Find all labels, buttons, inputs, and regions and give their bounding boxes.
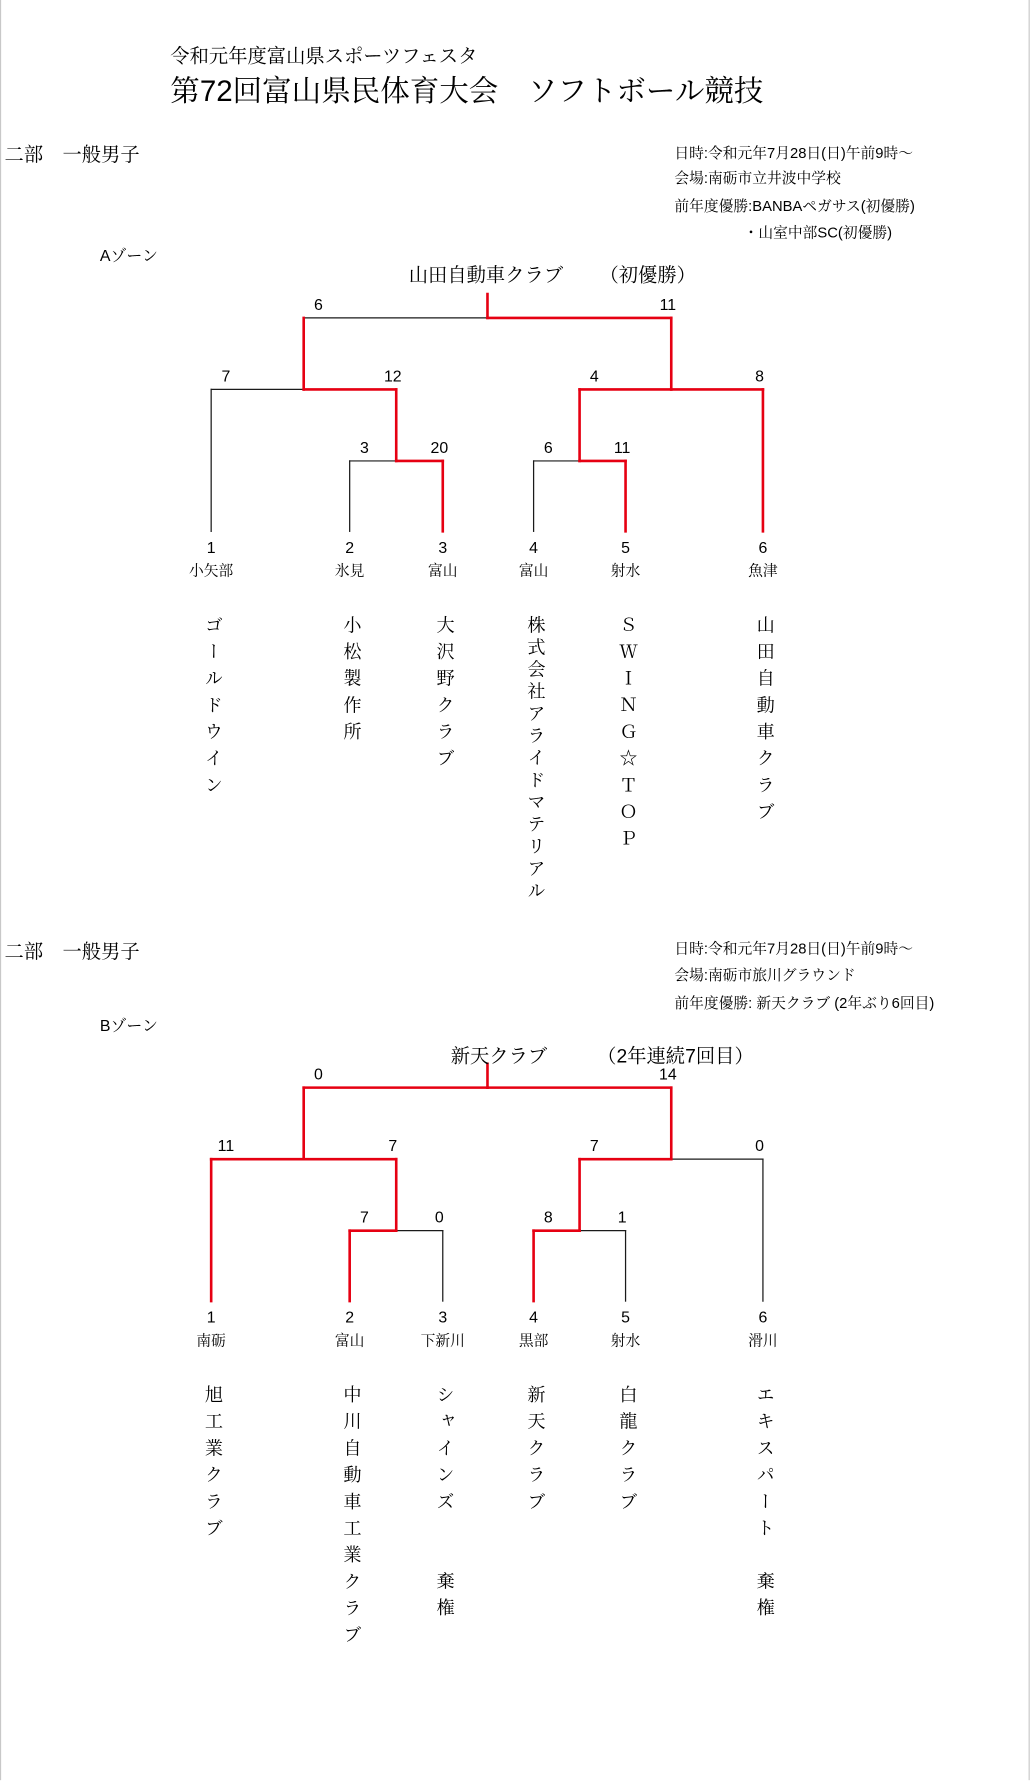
info-venue: 会場:南砺市立井波中学校: [674, 169, 841, 187]
team-seed-number: 3: [438, 538, 448, 557]
event-title: 第72回富山県民体育大会 ソフトボール競技: [170, 73, 764, 108]
division-label: 二部 一般男子: [4, 144, 140, 166]
score-right: 20: [430, 438, 449, 457]
score-right: 8: [755, 366, 764, 385]
team-name: エキスパート: [753, 1385, 774, 1546]
team-seed-number: 6: [758, 1307, 768, 1327]
team-region: 下新川: [420, 1331, 465, 1349]
team-name: 小松製作所: [340, 615, 360, 749]
team-seed-number: 5: [621, 538, 630, 557]
score-right: 7: [388, 1136, 398, 1155]
score-left: 7: [360, 1207, 369, 1227]
team-region: 南砺: [196, 1331, 226, 1349]
team-status-note: 棄権: [753, 1571, 774, 1625]
zone-label: Aゾーン: [99, 246, 158, 265]
event-subtitle: 令和元年度富山県スポーツフェスタ: [170, 45, 478, 67]
team-name: ゴールドウイン: [202, 615, 222, 803]
team-region: 富山: [427, 561, 458, 580]
score-right: 11: [659, 295, 677, 314]
team-seed-number: 4: [529, 538, 539, 557]
team-name: シャインズ: [433, 1385, 453, 1519]
team-name: 中川自動車工業クラブ: [340, 1385, 360, 1652]
score-left: 8: [543, 1207, 553, 1227]
team-region: 小矢部: [189, 561, 234, 580]
champion-note: （2年連続7回目）: [597, 1045, 754, 1068]
team-region: 滑川: [748, 1331, 778, 1349]
zone-b-bracket: [0, 770, 1032, 1769]
team-seed-number: 1: [206, 538, 216, 557]
team-seed-number: 4: [529, 1307, 539, 1327]
score-left: 6: [314, 295, 323, 314]
zone-label: Bゾーン: [99, 1016, 158, 1035]
team-seed-number: 2: [345, 1307, 355, 1327]
team-seed-number: 6: [758, 538, 768, 557]
team-name: 山田自動車クラブ: [753, 615, 774, 829]
score-right: 14: [658, 1064, 677, 1084]
info-date: 日時:令和元年7月28日(日)午前9時～: [674, 940, 914, 958]
team-seed-number: 1: [206, 1307, 216, 1327]
score-right: 11: [613, 438, 631, 457]
info-previous-winner: 前年度優勝: 新天クラブ (2年ぶり6回目): [674, 994, 935, 1012]
team-region: 富山: [334, 1331, 365, 1349]
champion-name: 山田自動車クラブ: [408, 264, 564, 287]
info-previous-winner-2: ・山室中部SC(初優勝): [743, 223, 893, 241]
division-label: 二部 一般男子: [4, 941, 140, 963]
team-region: 富山: [518, 561, 549, 580]
score-left: 3: [360, 438, 369, 457]
score-left: 6: [543, 438, 553, 457]
score-left: 11: [217, 1136, 235, 1155]
team-region: 魚津: [748, 561, 778, 580]
team-name: 大沢野クラブ: [433, 615, 453, 776]
info-venue: 会場:南砺市旅川グラウンド: [674, 966, 856, 984]
team-name: ＳＷＩＮＧ☆ＴＯＰ: [616, 615, 636, 856]
team-seed-number: 5: [621, 1307, 630, 1327]
score-left: 4: [589, 366, 599, 385]
score-left: 7: [589, 1136, 599, 1155]
team-region: 射水: [610, 1331, 641, 1349]
team-name: 新天クラブ: [524, 1385, 544, 1519]
info-previous-winner: 前年度優勝:BANBAペガサス(初優勝): [674, 197, 915, 215]
team-name: 株式会社アライドマテリアル: [524, 615, 544, 904]
team-status-note: 棄権: [433, 1571, 453, 1625]
score-right: 0: [755, 1136, 764, 1155]
score-right: 12: [383, 366, 402, 385]
team-region: 黒部: [518, 1331, 549, 1349]
team-seed-number: 3: [438, 1307, 448, 1327]
score-right: 0: [434, 1207, 444, 1227]
score-left: 7: [221, 366, 231, 385]
champion-note: （初優勝）: [599, 264, 696, 287]
team-name: 白龍クラブ: [616, 1385, 636, 1519]
info-date: 日時:令和元年7月28日(日)午前9時～: [674, 144, 914, 162]
score-right: 1: [617, 1207, 627, 1227]
champion-name: 新天クラブ: [450, 1045, 548, 1068]
zone-b-section: [0, 770, 1032, 1769]
team-seed-number: 2: [345, 538, 355, 557]
team-region: 氷見: [334, 561, 365, 580]
team-name: 旭工業クラブ: [202, 1385, 222, 1546]
score-left: 0: [314, 1064, 323, 1084]
team-region: 射水: [610, 561, 641, 580]
